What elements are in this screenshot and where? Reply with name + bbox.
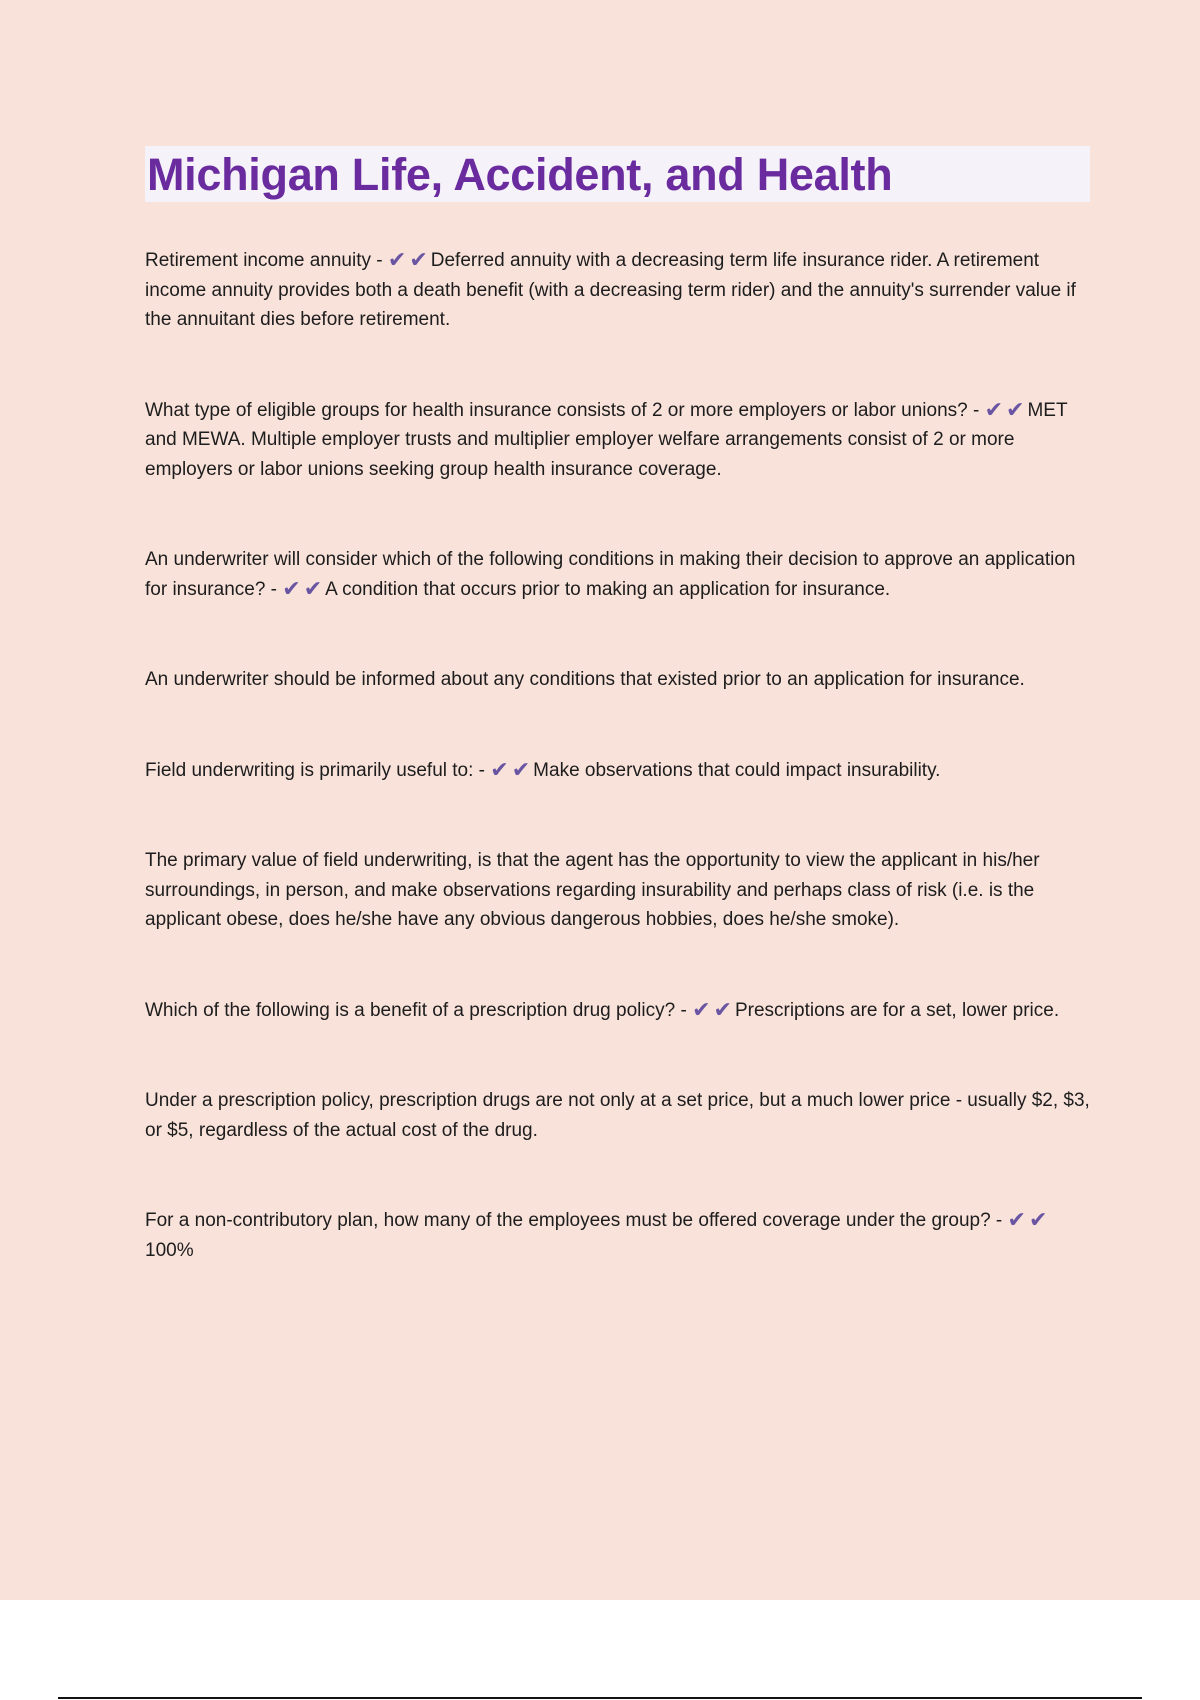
question-text: What type of eligible groups for health insurance consists of 2 or more employers or labor unions? - bbox=[145, 399, 985, 421]
qa-item bbox=[145, 756, 1090, 786]
answer-text: Deferred annuity with a decreasing term life insurance rider. A retirement income annuity provides both a death benefit (with a decreasing term rider) and the annuity's surrender value if the annuitant dies before retirement. bbox=[145, 250, 1076, 330]
footer-divider bbox=[58, 1697, 1142, 1699]
checkmark-icon: ✔ bbox=[713, 996, 732, 1022]
qa-item bbox=[145, 1206, 1090, 1265]
qa-item bbox=[145, 246, 1090, 335]
checkmark-icon: ✔ bbox=[282, 575, 301, 601]
document-body bbox=[145, 146, 1090, 1265]
explanation-note: An underwriter should be informed about any conditions that existed prior to an application for insurance. bbox=[145, 669, 1025, 690]
answer-text: Prescriptions are for a set, lower price. bbox=[734, 999, 1060, 1021]
question-text: Retirement income annuity - bbox=[145, 250, 388, 271]
explanation-note: The primary value of field underwriting, is that the agent has the opportunity to view the applicant in his/her surroundings, in person, and make observations regarding insurability and perhaps class of risk (i.e. is the applicant obese, does he/she have any obvious dangerous hobbies, does he/she smoke). bbox=[145, 850, 1040, 930]
checkmark-icon: ✔ bbox=[387, 247, 407, 272]
question-text: Which of the following is a benefit of a prescription drug policy? - bbox=[145, 999, 693, 1021]
answer-text: 100% bbox=[145, 1239, 194, 1261]
qa-item bbox=[145, 396, 1090, 485]
checkmark-icon: ✔ bbox=[692, 996, 711, 1022]
answer-text: MET and MEWA. Multiple employer trusts and multiplier employer welfare arrangements consist of 2 or more employers or labor unions seeking group health insurance coverage. bbox=[145, 399, 1068, 480]
answer-text: A condition that occurs prior to making an application for insurance. bbox=[325, 578, 891, 600]
checkmark-icon: ✔ bbox=[1028, 1207, 1048, 1232]
checkmark-icon: ✔ bbox=[984, 396, 1004, 422]
checkmark-icon: ✔ bbox=[1007, 1207, 1026, 1232]
checkmark-icon: ✔ bbox=[1006, 396, 1025, 422]
page-title: Michigan Life, Accident, and Health bbox=[147, 148, 893, 200]
checkmark-icon: ✔ bbox=[490, 756, 509, 782]
qa-item bbox=[145, 545, 1090, 604]
title-banner bbox=[145, 146, 1090, 202]
checkmark-icon: ✔ bbox=[511, 756, 531, 782]
question-text: An underwriter will consider which of the following conditions in making their decision to approve an application for insurance? - bbox=[145, 549, 1076, 600]
explanation-note: Under a prescription policy, prescription drugs are not only at a set price, but a much lower price - usually $2, $3, or $5, regardless of the actual cost of the drug. bbox=[145, 1090, 1090, 1141]
answer-text: Make observations that could impact insurability. bbox=[533, 759, 941, 781]
qa-item bbox=[145, 996, 1090, 1026]
question-text: Field underwriting is primarily useful to: - bbox=[145, 759, 491, 781]
question-text: For a non-contributory plan, how many of the employees must be offered coverage under the group? - bbox=[145, 1210, 1008, 1231]
checkmark-icon: ✔ bbox=[303, 575, 323, 601]
checkmark-icon: ✔ bbox=[409, 247, 428, 272]
